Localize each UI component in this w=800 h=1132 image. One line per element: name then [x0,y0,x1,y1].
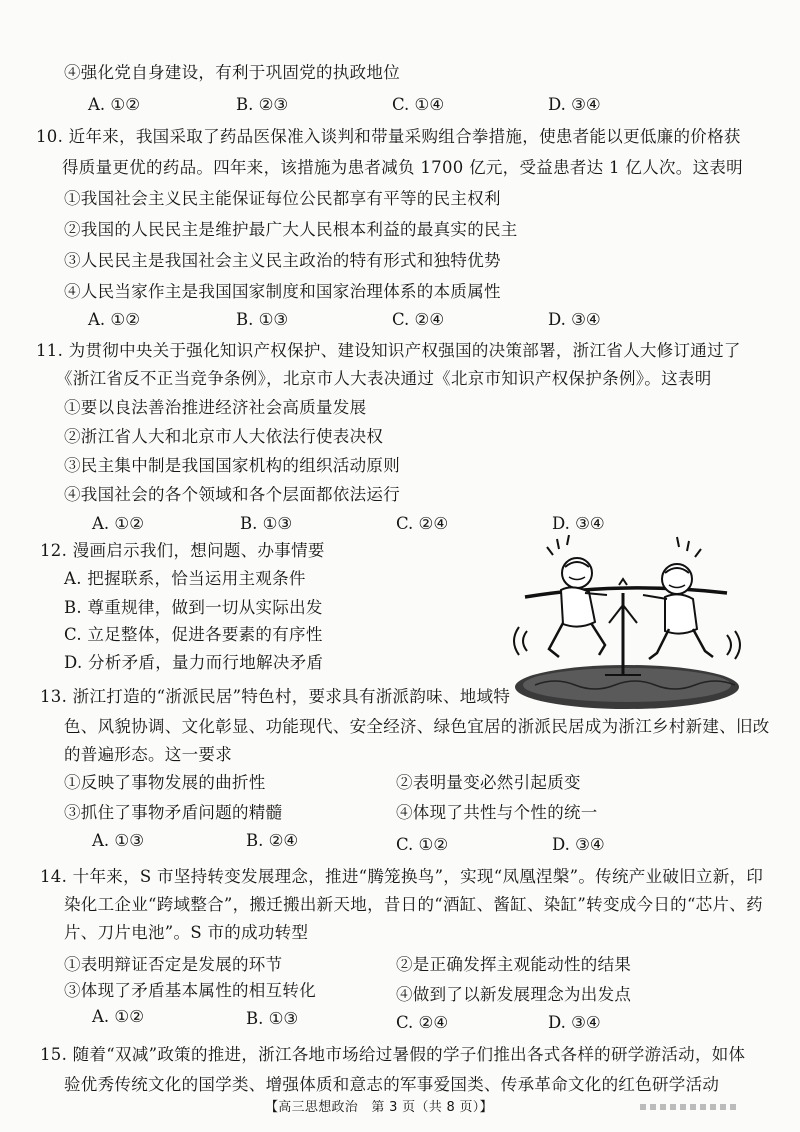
q11-option-d: D. ③④ [552,514,605,533]
tug-of-war-cartoon-image [505,535,750,715]
q12-option-b: B. 尊重规律，做到一切从实际出发 [64,598,323,617]
q13-stem-line1: 13. 浙江打造的“浙派民居”特色村，要求具有浙派韵味、地域特 [40,687,511,706]
q11-option-a: A. ①② [92,514,144,533]
q11-stem-line1: 11. 为贯彻中央关于强化知识产权保护、建设知识产权强国的决策部署，浙江省人大修订通过了 [36,341,741,360]
q15-stem-line1: 15. 随着“双减”政策的推进，浙江各地市场给过暑假的学子们推出各式各样的研学游活动，如体 [40,1045,746,1064]
q10-stem-line1: 10. 近年来，我国采取了药品医保准入谈判和带量采购组合拳措施，使患者能以更低廉的价格获 [36,127,741,146]
q12-option-c: C. 立足整体，促进各要素的有序性 [64,625,323,644]
q14-option-d: D. ③④ [548,1013,601,1032]
q11-option-c: C. ②④ [396,514,449,533]
q12-stem: 12. 漫画启示我们，想问题、办事情要 [40,541,325,560]
q11-item-2: ②浙江省人大和北京市人大依法行使表决权 [64,427,384,446]
q14-item-4: ④做到了以新发展理念为出发点 [396,985,632,1004]
q10-item-2: ②我国的人民民主是维护最广大人民根本利益的最真实的民主 [64,220,518,239]
scan-artifact-mark [640,1104,740,1110]
q10-item-3: ③人民民主是我国社会主义民主政治的特有形式和独特优势 [64,251,501,270]
q10-item-1: ①我国社会主义民主能保证每位公民都享有平等的民主权利 [64,189,501,208]
q9-item-4: ④强化党自身建设，有利于巩固党的执政地位 [64,63,400,82]
q14-option-b: B. ①③ [246,1009,299,1028]
q12-option-a: A. 把握联系，恰当运用主观条件 [64,569,306,588]
q13-item-2: ②表明量变必然引起质变 [396,773,581,792]
q11-stem-line2: 《浙江省反不正当竞争条例》，北京市人大表决通过《北京市知识产权保护条例》。这表明 [56,369,712,388]
q15-stem-line2: 验优秀传统文化的国学类、增强体质和意志的军事爱国类、传承革命文化的红色研学活动 [64,1075,720,1094]
q10-item-4: ④人民当家作主是我国国家制度和国家治理体系的本质属性 [64,282,501,301]
page-footer: 【高三思想政治 第 3 页（共 8 页）】 [265,1100,493,1115]
q9-option-a: A. ①② [88,95,140,114]
q10-option-d: D. ③④ [548,310,601,329]
q14-option-a: A. ①② [92,1007,144,1026]
q10-option-c: C. ②④ [392,310,445,329]
q10-option-b: B. ①③ [236,310,289,329]
q11-option-b: B. ①③ [240,514,293,533]
q10-option-a: A. ①② [88,310,140,329]
q9-option-d: D. ③④ [548,95,601,114]
q13-stem-line2: 色、风貌协调、文化彰显、功能现代、安全经济、绿色宜居的浙派民居成为浙江乡村新建、旧改 [64,717,770,736]
q9-option-c: C. ①④ [392,95,445,114]
q14-stem-line2: 染化工企业“跨域整合”，搬迁搬出新天地，昔日的“酒缸、酱缸、染缸”转变成今日的“芯片、药 [64,895,763,914]
q13-item-4: ④体现了共性与个性的统一 [396,803,598,822]
q11-item-3: ③民主集中制是我国国家机构的组织活动原则 [64,456,400,475]
q13-item-3: ③抓住了事物矛盾问题的精髓 [64,803,283,822]
q13-option-b: B. ②④ [246,831,299,850]
q14-stem-line3: 片、刀片电池”。S 市的成功转型 [64,923,309,942]
q12-option-d: D. 分析矛盾，量力而行地解决矛盾 [64,653,324,672]
q14-item-3: ③体现了矛盾基本属性的相互转化 [64,981,316,1000]
q11-item-4: ④我国社会的各个领域和各个层面都依法运行 [64,485,400,504]
q14-item-2: ②是正确发挥主观能动性的结果 [396,955,632,974]
q13-option-d: D. ③④ [552,835,605,854]
q13-option-c: C. ①② [396,835,449,854]
q13-stem-line3: 的普遍形态。这一要求 [64,745,232,764]
q13-item-1: ①反映了事物发展的曲折性 [64,773,266,792]
q10-stem-line2: 得质量更优的药品。四年来，该措施为患者减负 1700 亿元，受益患者达 1 亿人次。这表明 [62,158,743,177]
q11-item-1: ①要以良法善治推进经济社会高质量发展 [64,398,367,417]
q13-option-a: A. ①③ [92,831,144,850]
q9-option-b: B. ②③ [236,95,289,114]
q14-item-1: ①表明辩证否定是发展的环节 [64,955,283,974]
q14-option-c: C. ②④ [396,1013,449,1032]
q14-stem-line1: 14. 十年来，S 市坚持转变发展理念，推进“腾笼换鸟”，实现“凤凰涅槃”。传统产业破旧立新，印 [40,867,764,886]
